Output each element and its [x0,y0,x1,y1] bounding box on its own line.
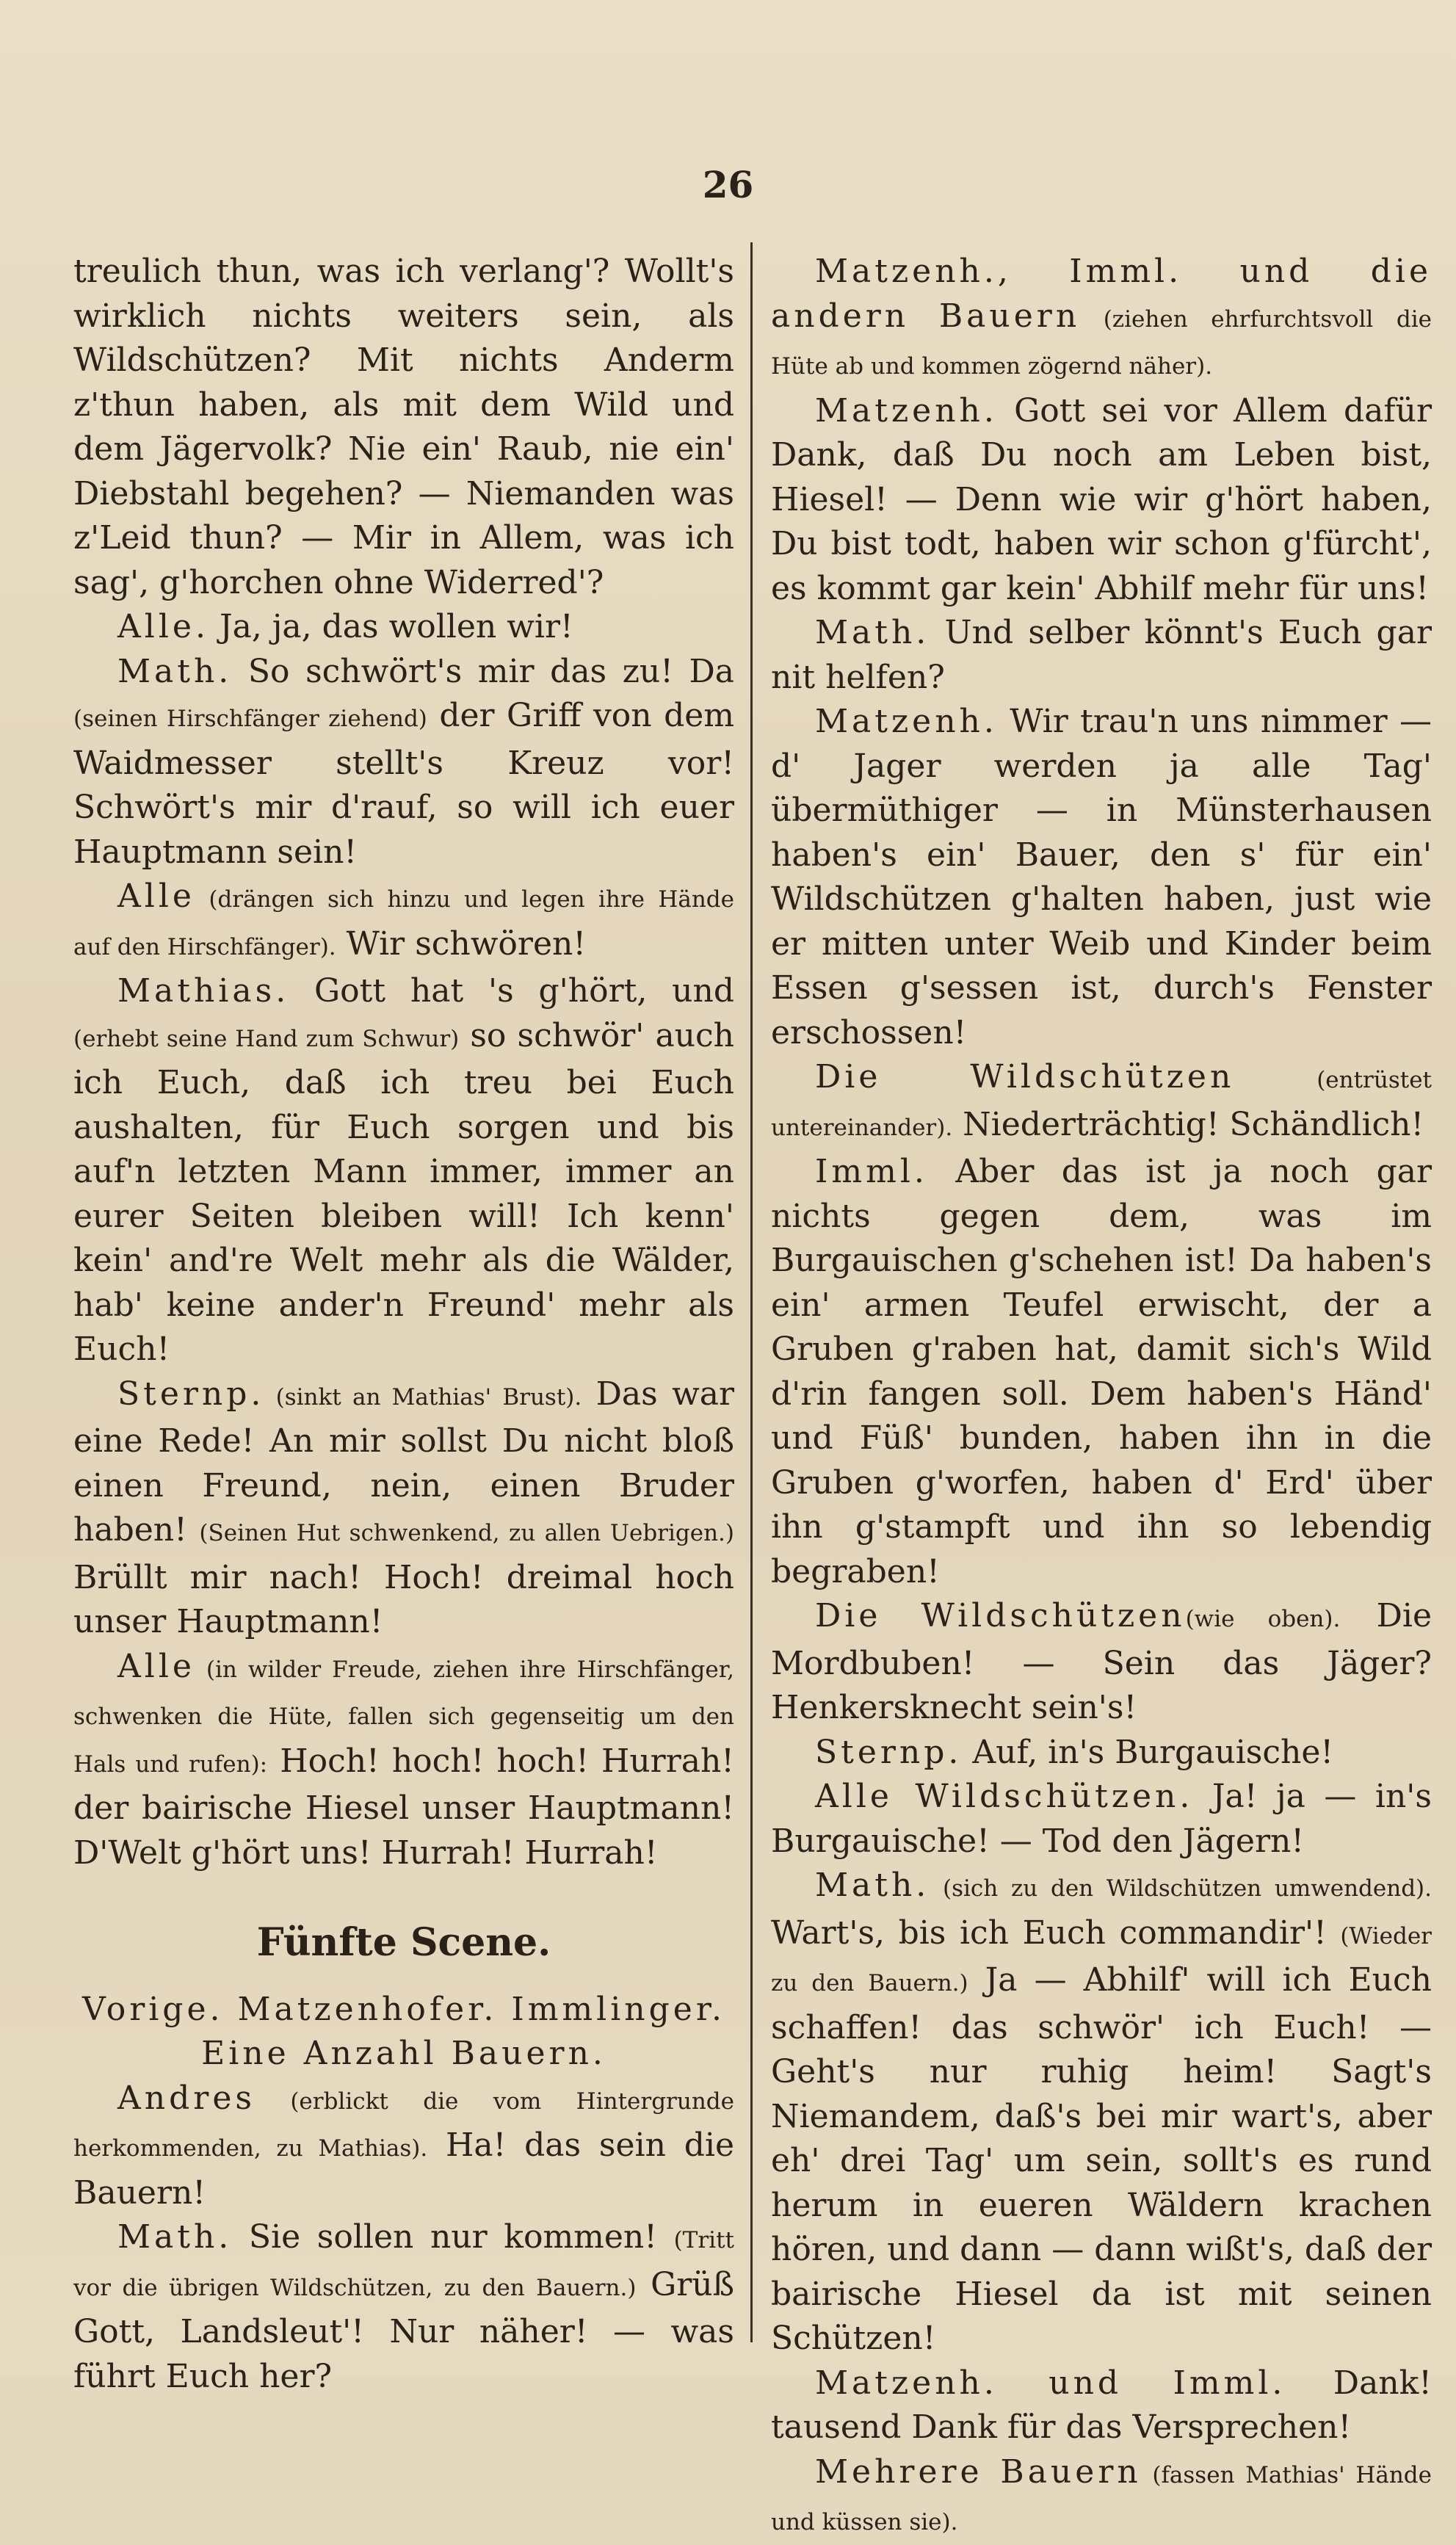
stage-direction: (seinen Hirschfänger ziehend) [73,706,427,732]
dialogue-line [771,1775,1432,1864]
speech-text: Auf, in's Burgauische! [962,1733,1334,1771]
cast-list: Eine Anzahl Bauern. [201,2035,606,2072]
speaker-name: Matzenh. und Imml. [815,2364,1286,2402]
dialogue-line [771,1150,1432,1594]
speaker-name: Andres [117,2079,256,2117]
speech-text: Dank! tausend Dank für das Versprechen! [771,2364,1432,2446]
stage-direction: (erblickt die vom Hintergrunde herkommenden, zu Mathias). [73,2088,734,2162]
speech-text: Hoch! hoch! hoch! Hurrah! der bairische Hiesel unser Hauptmann! D'Welt g'hört uns! Hurrah! Hurrah! [73,1742,734,1872]
dialogue-line [771,1731,1432,1775]
speaker-name: Math. [117,652,233,690]
speech-text: Ja! ja — in's Burgauische! — Tod den Jägern! [771,1778,1432,1860]
speaker-name: Mathias. [117,972,290,1010]
dialogue-line [771,2361,1432,2450]
speech-text: Grüß Gott, Landsleut'! Nur näher! — was führt Euch her? [73,2265,734,2395]
speech-text: Wart's, bis ich Euch commandir'! [771,1914,1341,1952]
stage-direction: (Tritt vor die übrigen Wildschützen, zu den Bauern.) [73,2227,734,2301]
dialogue-line [771,611,1432,700]
speaker-name: Alle [117,1647,195,1685]
speaker-name: Alle Wildschützen. [815,1778,1194,1815]
speech-text: Ha! das sein die Bauern! [73,2126,734,2212]
stage-direction: (drängen sich hinzu und legen ihre Hände auf den Hirschfänger). [73,886,734,960]
speech-text: Gott sei vor Allem dafür Dank, daß Du noch am Leben bist, Hiesel! — Denn wie wir g'hört haben, Du bist todt, haben wir schon g'fürcht', es kommt gar kein' Abhilf mehr für uns! [771,391,1432,607]
speaker-name: Sternp. [815,1733,963,1771]
dialogue-line [771,1864,1432,2361]
dialogue-line [73,650,734,875]
page-number: 26 [702,163,754,206]
dialogue-line [73,2215,734,2399]
speech-text: Aber das ist ja noch gar nichts gegen dem, was im Burgauischen g'schehen ist! Da haben's ein' armen Teufel erwischt, der a Gruben g'raben hat, damit sich's Wild d'rin fangen soll. Dem haben's Händ' und Füß' bunden, haben ihn in die Gruben g'worfen, haben d' Erd' über ihn g'stampft und ihn so lebendig begraben! [771,1153,1432,1590]
stage-direction: (Wieder zu den Bauern.) [771,1922,1432,1996]
dialogue-line [771,250,1432,389]
stage-direction: (Seinen Hut schwenkend, zu allen Uebrigen.) [199,1520,735,1546]
speaker-name: Math. [815,614,930,651]
speech-text: Gott hat 's g'hört, und [289,972,734,1010]
speaker-name: Matzenh. [815,703,998,740]
speech-text: So schwört's mir das zu! Da [232,652,734,690]
speech-text: Wir trau'n uns nimmer — d' Jager werden ja alle Tag' übermüthiger — in Münsterhausen haben's ein' Bauer, den s' für ein' Wildschützen g'halten haben, just wie er mitten unter Weib und Kinder beim Essen g'sessen ist, durch's Fenster erschossen! [771,703,1432,1051]
speaker-name: Math. [117,2218,233,2256]
stage-direction: (ziehen ehrfurchtsvoll die Hüte ab und kommen zögernd näher). [771,305,1432,380]
stage-direction: (wie oben). [1185,1606,1341,1632]
left-column [73,250,734,2399]
stage-direction: (in wilder Freude, ziehen ihre Hirschfänger, schwenken die Hüte, fallen sich gegenseitig um den Hals und rufen): [73,1656,734,1778]
speech-text: Ja — Abhilf' will ich Euch schaffen! das schwör' ich Euch! — Geht's nur ruhig heim! Sagt's Niemandem, daß's bei mir wart's, aber eh' drei Tag' um sein, sollt's es rund herum in eueren Wäldern krachen hören, und dann — dann wißt's, daß der bairische Hiesel da ist mit seinen Schützen! [771,1961,1432,2357]
dialogue-line [771,700,1432,1055]
speech-text: Wir schwören! [336,924,587,963]
stage-direction: (entrüstet untereinander). [771,1067,1433,1141]
speaker-name: Mehrere Bauern [815,2452,1142,2491]
speech-text: Sie sollen nur kommen! [232,2218,674,2256]
dialogue-line [771,1594,1432,1731]
stage-direction: (erhebt seine Hand zum Schwur) [73,1025,460,1052]
right-column [771,250,1432,2545]
speaker-name: Sternp. [117,1375,265,1413]
speaker-name: Matzenh., Imml. und die andern Bauern [771,253,1432,335]
dialogue-line [73,1372,734,1645]
stage-direction: (sinkt an Mathias' Brust). [264,1383,582,1411]
dialogue-line [771,2450,1432,2545]
dialogue-line [73,875,734,969]
speech-text: so schwör' auch ich Euch, daß ich treu bei Euch aushalten, für Euch sorgen und bis auf'n letzten Mann immer, immer an eurer Seiten bleiben will! Ich kenn' kein' and're Welt mehr als die Wälder, hab' keine ander'n Freund' mehr als Euch! [73,1016,735,1368]
speaker-name: Die Wildschützen [815,1058,1235,1096]
speech-text: Die Mordbuben! — Sein das Jäger? Henkersknecht sein's! [771,1597,1433,1726]
scene-heading: Fünfte Scene. [256,1920,551,1965]
speaker-name: Math. [815,1867,930,1904]
speaker-name: Matzenh. [815,391,998,430]
dialogue-line [73,1645,734,1876]
speaker-name: Die Wildschützen [815,1597,1186,1634]
dialogue-line [771,389,1432,612]
speech-text: Niederträchtig! Schändlich! [952,1105,1424,1143]
speaker-name: Imml. [815,1153,928,1190]
speaker-name: Alle [117,877,195,915]
dialogue-line [73,2077,734,2216]
speaker-name: Alle. [117,608,209,645]
speech-text: der Griff von dem Waidmesser stellt's Kreuz vor! Schwört's mir d'rauf, so will ich euer Hauptmann sein! [73,697,734,871]
speech-text: Und selber könnt's Euch gar nit helfen? [771,614,1432,696]
dialogue-line [73,605,734,650]
speech-text: Brüllt mir nach! Hoch! dreimal hoch unser Hauptmann! [73,1558,734,1640]
dialogue-line [73,969,734,1372]
paragraph: treulich thun, was ich verlang'? Wollt's wirklich nichts weiters sein, als Wildschützen? Mit nichts Anderm z'thun haben, als mit dem Wild und dem Jägervolk? Nie ein' Raub, nie ein' Diebstahl begehen? — Niemanden was z'Leid thun? — Mir in Allem, was ich sag', g'horchen ohne Widerred'? [73,253,734,601]
stage-direction: (sich zu den Wildschützen umwendend). [930,1875,1432,1902]
speech-text: Ja, ja, das wollen wir! [209,608,573,645]
dialogue-line [771,1055,1432,1150]
column-rule [750,242,753,2342]
cast-list: Vorige. Matzenhofer. Immlinger. [82,1990,726,2028]
speech-text: Das war eine Rede! An mir sollst Du nicht bloß einen Freund, nein, einen Bruder haben! [73,1375,734,1549]
stage-direction: (fassen Mathias' Hände und küssen sie). [771,2461,1432,2535]
